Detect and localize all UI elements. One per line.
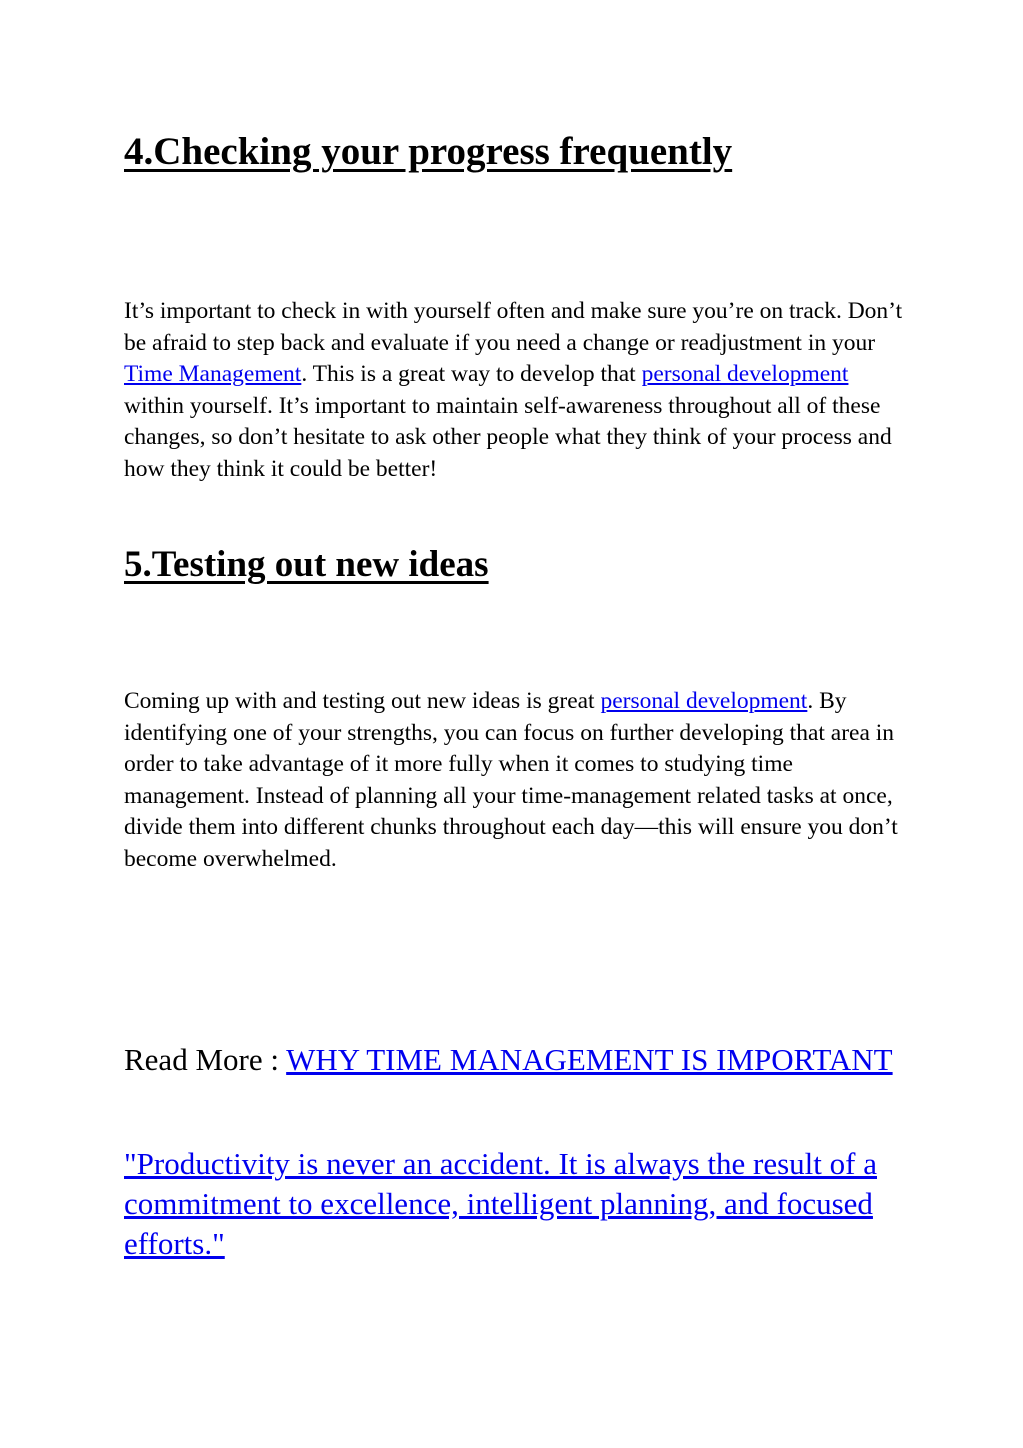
time-management-link[interactable]: Time Management <box>124 361 302 388</box>
read-more-link[interactable]: WHY TIME MANAGEMENT IS IMPORTANT <box>286 1042 893 1077</box>
read-more <box>124 1040 914 1080</box>
personal-development-link-1[interactable]: personal development <box>641 361 849 388</box>
section-4-heading: 4.Checking your progress frequently <box>124 130 733 173</box>
quote-link[interactable]: "Productivity is never an accident. It is always the result of a commitment to excellence, intelligent planning, and focused efforts." <box>124 1146 877 1261</box>
section-5-text-1: Coming up with and testing out new ideas is great <box>124 688 601 714</box>
section-4-text-3: within yourself. It’s important to maintain self-awareness throughout all of these changes, so don’t hesitate to ask other people what they think of your process and how they think it could be better! <box>124 392 892 482</box>
personal-development-link-2[interactable]: personal development <box>600 688 808 714</box>
section-5-text-2: . By identifying one of your strengths, you can focus on further developing that area in order to take advantage of it more fully when it comes to studying time management. Instead of planning all your time-management related tasks at once, divide them into different chunks throughout each day—this will ensure you don’t become overwhelmed. <box>124 688 898 872</box>
section-5-heading: 5.Testing out new ideas <box>124 544 489 585</box>
read-more-label: Read More : <box>124 1042 287 1077</box>
section-5-paragraph <box>124 686 914 876</box>
section-4-paragraph <box>124 296 914 486</box>
quote <box>124 1144 914 1264</box>
section-4-text-2: . This is a great way to develop that <box>301 361 642 388</box>
section-4-text-1: It’s important to check in with yourself often and make sure you’re on track. Don’t be afraid to step back and evaluate if you need a change or readjustment in your <box>124 298 903 356</box>
